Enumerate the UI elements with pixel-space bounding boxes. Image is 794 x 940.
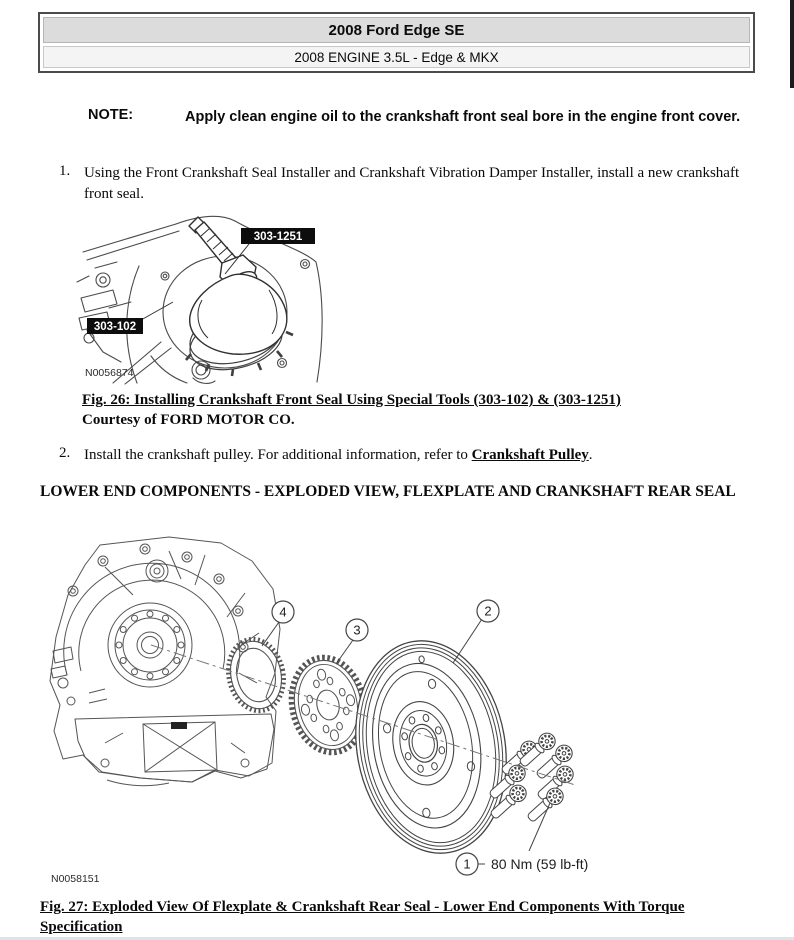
flexplate: [340, 629, 523, 865]
fig27-illustration: [45, 533, 760, 883]
fig26-caption-text: Fig. 26: Installing Crankshaft Front Seal Using Special Tools (303-102) & (303-1251): [82, 392, 621, 408]
note-label: NOTE:: [88, 107, 134, 123]
callout-number-1: 1: [463, 856, 471, 872]
callout-number-3: 3: [353, 622, 361, 638]
callout-number-4: 4: [279, 604, 287, 620]
callout-number-2: 2: [484, 603, 492, 619]
crankshaft-pulley-link[interactable]: Crankshaft Pulley: [471, 447, 589, 463]
crankshaft-rear-seal: [222, 634, 290, 716]
engine-block-lineart: [50, 537, 280, 786]
page-title: 2008 Ford Edge SE: [43, 17, 750, 43]
section-heading: LOWER END COMPONENTS - EXPLODED VIEW, FLEXPLATE AND CRANKSHAFT REAR SEAL: [40, 483, 736, 500]
fig26-illustration: [73, 212, 435, 386]
fig27-watermark: N0058151: [51, 873, 100, 883]
step1-number: 1.: [59, 163, 71, 179]
step1-text: Using the Front Crankshaft Seal Installer and Crankshaft Vibration Damper Installer, install a new crankshaft front seal.: [84, 165, 740, 202]
step2-text-before: Install the crankshaft pulley. For additional information, refer to: [84, 447, 472, 463]
tool-label-lower: 303-102: [93, 321, 137, 333]
vehicle-header: [38, 12, 755, 73]
fig26-caption: [82, 391, 782, 430]
page-right-edge: [790, 0, 794, 88]
step2-number: 2.: [59, 445, 71, 461]
note-text: Apply clean engine oil to the crankshaft front seal bore in the engine front cover.: [185, 109, 741, 125]
fig27-caption: [40, 898, 755, 937]
step2-text-after: .: [588, 447, 593, 463]
step2-text: [84, 445, 756, 466]
fig27-caption-text: Fig. 27: Exploded View Of Flexplate & Crankshaft Rear Seal - Lower End Components With Torque Specification: [40, 899, 685, 935]
torque-spec-label: 80 Nm (59 lb-ft): [491, 856, 589, 872]
page-subtitle: 2008 ENGINE 3.5L - Edge & MKX: [43, 46, 750, 68]
fig26-courtesy: Courtesy of FORD MOTOR CO.: [82, 411, 295, 428]
fig26-watermark: N0056874: [85, 367, 134, 379]
tool-label-upper: 303-1251: [253, 231, 303, 243]
